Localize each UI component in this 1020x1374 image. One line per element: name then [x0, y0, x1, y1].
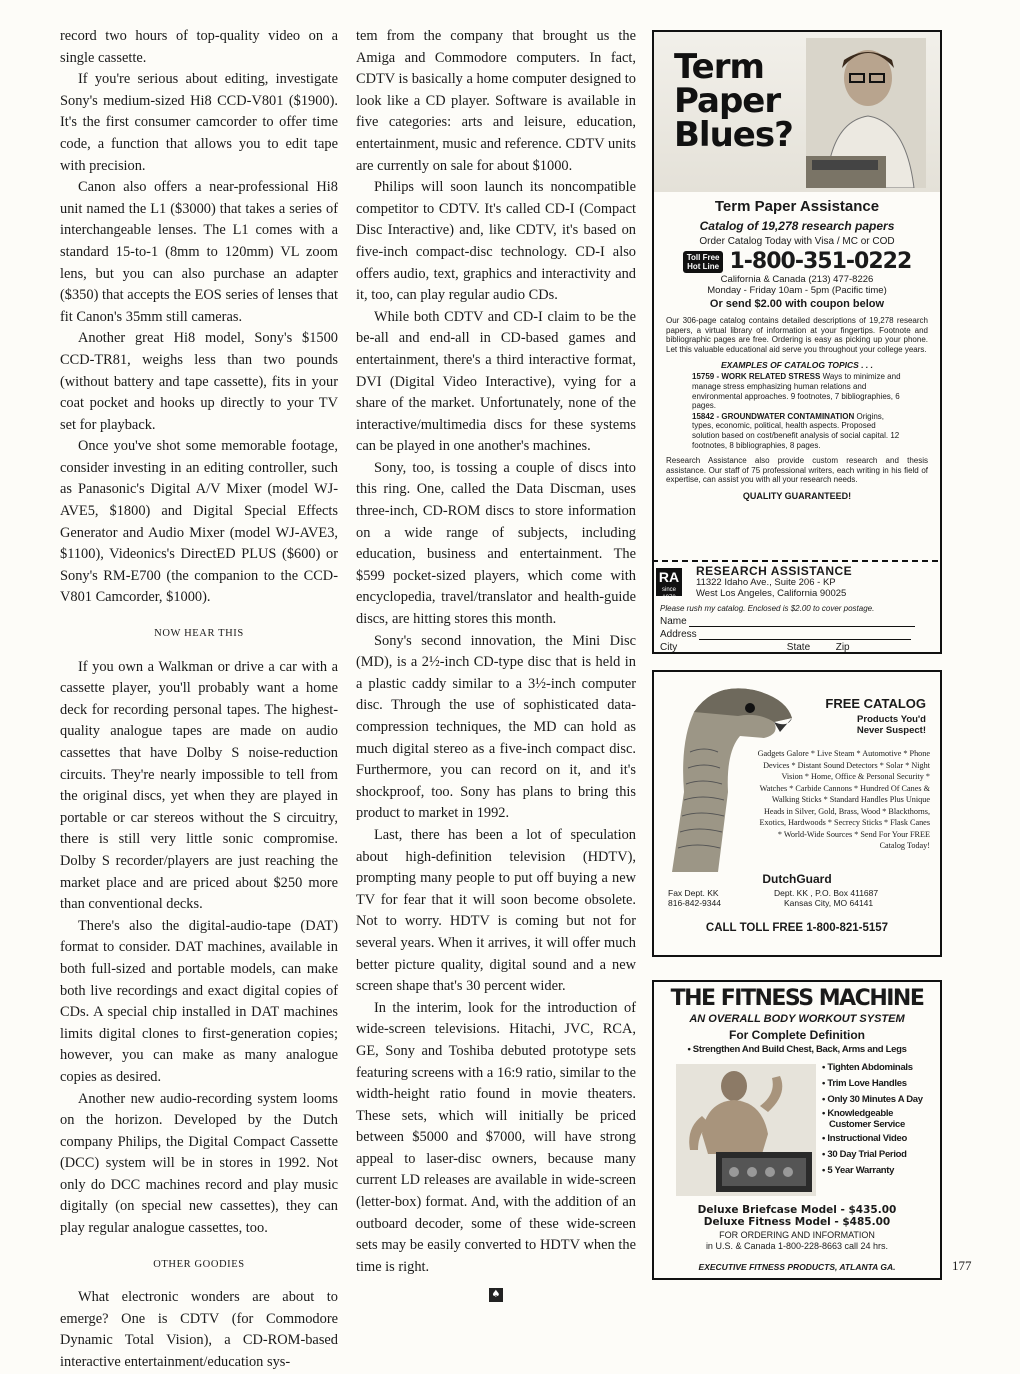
phone-row — [662, 249, 932, 274]
hotline-badge — [683, 251, 724, 273]
phone-number: 1-800-351-0222 — [729, 249, 912, 274]
paragraph: If you own a Walkman or drive a car with a cassette player, you'll probably want a home deck for recording personal tapes. The highest-quality analogue tapes are made on audio cassettes that have Dolby S noise-reduction circuits. They're nearly impossible to tell from the original discs, yet when they are played in portable or car stereos without the S circuitry, there is still very little sonic compromise. Dolby S recorder/players are just reaching the market place and are priced about $250 more than conventional decks. — [60, 658, 338, 913]
address-field[interactable] — [660, 629, 911, 640]
hotline-text: Hot Line — [687, 261, 720, 271]
paragraph: While both CDTV and CD-I claim to be the be-all and end-all in CD-based games and entertainment, there's a third interactive format, DVI (Digital Video Interactive), vying for a share of the market. Unfortunately, none of the interactive/multimedia discs for these systems can be played in one another's machines. — [356, 308, 636, 455]
brand-name: DutchGuard — [762, 872, 832, 886]
feature-bullet: • 5 Year Warranty — [822, 1165, 895, 1176]
ra-text: RA — [658, 569, 680, 585]
example-topic — [662, 372, 932, 410]
ad-subtitle: AN OVERALL BODY WORKOUT SYSTEM — [689, 1013, 905, 1025]
ad-title: Term Paper Assistance — [714, 198, 880, 215]
fax-line: Fax Dept. KK — [668, 888, 719, 898]
hotline-text: Toll Free — [686, 252, 720, 262]
feature-bullet: • Knowledgeable — [822, 1108, 894, 1119]
rabbit-head-end-icon: ♠ — [489, 1288, 503, 1302]
ad-headline — [674, 47, 793, 155]
topic-code: 15842 - GROUNDWATER CONTAMINATION — [692, 411, 855, 421]
ca-line: California & Canada (213) 477-8226 — [720, 274, 874, 285]
mail-info — [774, 888, 878, 908]
ad-hero — [654, 672, 940, 872]
examples-head: EXAMPLES OF CATALOG TOPICS . . . — [720, 360, 874, 371]
send-line: Or send $2.00 with coupon below — [709, 298, 885, 310]
call-toll-free: CALL TOLL FREE 1-800-821-5157 — [705, 922, 889, 934]
company-name: RESEARCH ASSISTANCE — [696, 564, 853, 578]
headline-line: Term — [674, 47, 764, 87]
company-address — [696, 566, 852, 599]
fitness-man-photo-icon — [676, 1064, 816, 1196]
field-line — [680, 642, 784, 653]
paragraph: Once you've shot some memorable footage, consider investing in an editing controller, such as Panasonic's Digital A/V Mixer (model WJ-AVE5, $1800) and Digital Special Effects Generator and Audio Mixer (model WJ-AVE3, $1100), Videonics's DirectED PLUS ($600) or Sony's RM-E700 (the companion to the CCD-V801 Camcorder, $1000). — [60, 438, 338, 606]
paragraph: In the interim, look for the introduction of wide-screen televisions. Hitachi, JVC, RCA, GE, Sony and Toshiba debuted prototype sets featuring screens with a 16:9 ratio, similar to the width-height ratio found in movie theaters. These sets, which will initially be priced between $5000 and $7000, will have strong appeal to laser-disc owners, because many current LD releases are available in wide-screen (letter-box) format. And, with the addition of an outboard decoder, some of these wide-screen sets may be easily converted to HDTV when the time is right. — [356, 999, 636, 1275]
paragraph: Last, there has been a lot of speculation about high-definition television (HDTV), prompting many people to put off buying a new TV for fear that it will soon become obsolete. Not to worry. HDTV is coming but not for several years. When it arrives, it will offer much better picture quality, digital sound and a new screen shape that's 30 percent wider. — [356, 826, 636, 995]
ordering-info — [654, 1230, 940, 1252]
paragraph: record two hours of top-quality video on a single cassette. — [60, 28, 338, 66]
term-paper-ad — [652, 30, 942, 654]
field-line — [689, 616, 915, 627]
feature-bullet: • Instructional Video — [822, 1133, 908, 1144]
dutchguard-ad — [652, 670, 942, 957]
coupon-note: Please rush my catalog. Enclosed is $2.00 to cover postage. — [660, 604, 875, 613]
paragraph: If you're serious about editing, investigate Sony's medium-sized Hi8 CCD-V801 ($1900). It's the first consumer camcorder to offer time code, a function that allows you to edit tape with precision. — [60, 71, 338, 174]
free-catalog-title: FREE CATALOG — [825, 696, 926, 711]
mail-line: Dept. KK , P.O. Box 411687 — [774, 888, 879, 898]
price-line: Deluxe Fitness Model - $485.00 — [703, 1216, 891, 1228]
hours-line: Monday - Friday 10am - 5pm (Pacific time) — [707, 285, 887, 296]
subhead-now-hear-this: NOW HEAR THIS — [154, 628, 244, 640]
city-field[interactable] — [660, 642, 888, 653]
paragraph: tem from the company that brought us the Amiga and Commodore computers. In fact, CDTV is basically a home computer designed to look like a CD player. Software is available in five categories: arts and leisure, education, entertainment, music and reference. CDTV units are currently on sale for about $1000. — [356, 28, 636, 174]
name-field[interactable] — [660, 616, 915, 627]
fitness-machine-ad — [652, 980, 942, 1280]
field-label: Zip — [835, 642, 850, 653]
feature-bullet: • Tighten Abdominals — [822, 1062, 913, 1073]
article-column-2 — [356, 26, 636, 1302]
prices — [654, 1204, 940, 1228]
topic-code: 15759 - WORK RELATED STRESS — [692, 372, 821, 382]
paragraph: Another great Hi8 model, Sony's $1500 CCD-TR81, weighs less than two pounds (without battery and tape cassette), fits in your coat pocket and hooks up directly to your TV set for playback. — [60, 330, 338, 433]
mail-line: Kansas City, MO 64141 — [784, 898, 874, 908]
student-photo-icon — [806, 38, 926, 188]
paragraph: Sony's second innovation, the Mini Disc (MD), is a 2½-inch CD-type disc that is held in a plastic caddy similar to a 3½-inch computer disc. Through the use of sophisticated data-compression techniques, the MD can hold as much digital stereo as a five-inch compact disc. Furthermore, you can record on it, and it's shockproof, too. Sony has plans to bring this product to market in 1992. — [356, 632, 636, 822]
field-label: City — [660, 642, 678, 653]
sub-line: Products You'd — [857, 714, 926, 725]
example-topic — [662, 412, 932, 450]
quality-guaranteed: QUALITY GUARANTEED! — [742, 490, 852, 501]
paragraph: Canon also offers a near-professional Hi8 unit named the L1 ($3000) that takes a series of interchangeable lenses. The L1 comes with a standard 15-to-1 (8mm to 120mm) VL zoom lens, but you can also purchase an adapter ($350) that accepts the EOS series of lenses that fit Canon's 35mm still cameras. — [60, 179, 338, 325]
field-line — [699, 629, 911, 640]
company-line: EXECUTIVE FITNESS PRODUCTS, ATLANTA GA. — [698, 1262, 896, 1272]
paragraph: There's also the digital-audio-tape (DAT) format to consider. DAT machines, available in both full-sized and portable models, can make both live recordings and exact digital copies of CDs. A special chip installed in DAT machines limits digital clones to first-generation copies; however, you can make as many analogue copies as desired. — [60, 917, 338, 1085]
city-line: West Los Angeles, California 90025 — [696, 588, 847, 599]
topic-text: Ways to minimize and manage stress emphasizing human relations and environmental approaches. 9 footnotes, 7 bibliographies, 6 pages. — [692, 372, 901, 411]
paragraph: Another new audio-recording system looms on the horizon. Developed by the Dutch company Philips, the Digital Compact Cassette (DCC) system will be in stores in 1992. Not only do DCC machines record and play music digitally (on special new cassettes), they can play regular analogue cassettes, too. — [60, 1090, 338, 1237]
ad-hero — [654, 32, 940, 192]
feature-bullet: • Trim Love Handles — [822, 1078, 907, 1089]
catalog-line: Catalog of 19,278 research papers — [699, 219, 895, 233]
field-label: State — [786, 642, 811, 653]
ra-logo — [656, 568, 682, 601]
field-label: Name — [660, 616, 687, 627]
paragraph: Philips will soon launch its noncompatible competitor to CDTV. It's called CD-I (Compact Disc Interactive) and, like CDTV, it's based on five-inch compact-disc technology. CD-I also offers audio, text, graphics and interactivity and it, too, can play regular audio CDs. — [356, 179, 636, 304]
feature-bullet: • 30 Day Trial Period — [822, 1149, 907, 1160]
ad-body — [662, 198, 932, 501]
paragraph: Sony, too, is tossing a couple of discs into this ring. One, called the Data Discman, uses three-inch, CD-ROM discs to store information on a wide range of subjects, including education, business and entertainment. The $599 pocket-sized players, which come with encyclopedia, travel/translator and health-guide discs, are hitting stores this month. — [356, 459, 636, 628]
order-line: in U.S. & Canada 1-800-228-8663 call 24 hrs. — [705, 1241, 889, 1251]
page-number: 177 — [952, 1258, 972, 1273]
ad-description: Our 306-page catalog contains detailed descriptions of 19,278 research papers, a virtual library of information at your fingertips. Footnote and bibliographic pages are free. Ordering is easy as picking up your phone. Let this valuable educational aid serve you throughout your college years. — [666, 316, 928, 354]
catalog-subtitle — [857, 714, 926, 736]
feature-bullet: Customer Service — [829, 1119, 905, 1130]
article-column-1 — [60, 26, 338, 1374]
ad-title: THE FITNESS MACHINE — [670, 986, 924, 1011]
order-line: Order Catalog Today with Visa / MC or COD — [699, 236, 895, 247]
feature-bullet: • Only 30 Minutes A Day — [822, 1094, 923, 1105]
custom-research: Research Assistance also provide custom research and thesis assistance. Our staff of 75 professional writers, each writing in his field of expertise, can assist you with all your research needs. — [666, 456, 928, 485]
headline-line: Paper — [674, 81, 781, 121]
order-coupon — [652, 560, 938, 654]
street: 11322 Idaho Ave., Suite 206 - KP — [696, 577, 836, 588]
price-line: Deluxe Briefcase Model - $435.00 — [697, 1204, 897, 1216]
field-label: Address — [660, 629, 697, 640]
ad-subtitle-2: For Complete Definition — [729, 1028, 865, 1042]
feature-bullets — [822, 1060, 923, 1179]
field-line — [813, 642, 833, 653]
feature-bullet: • Strengthen And Build Chest, Back, Arms and Legs — [687, 1044, 907, 1055]
order-line: FOR ORDERING AND INFORMATION — [719, 1230, 875, 1240]
product-list: Gadgets Galore * Live Steam * Automotive * Phone Devices * Distant Sound Detectors * Solar * Night Vision * Home, Office & Personal Security * Watches * Carbide Cannons * Hundred Of Canes & Walking Sticks * Standard Handles Plus Unique Heads in Silver, Gold, Brass, Wood * Blackthorns, Exotics, Hardwoods * Secrecy Sticks * Flask Canes * World-Wide Sources * Send For Your FREE Catalog Today! — [757, 749, 930, 850]
field-line — [852, 642, 888, 653]
fax-line: 816-842-9344 — [668, 898, 721, 908]
subhead-other-goodies: OTHER GOODIES — [153, 1258, 245, 1270]
topic-text: Origins, types, economic, political, health aspects. Proposed solution based on cost/benefit analysis of social capital. 12 footnotes, 8 bibliographies, 8 pages. — [692, 411, 900, 450]
sub-line: Never Suspect! — [856, 725, 926, 736]
paragraph: What electronic wonders are about to emerge? One is CDTV (for Commodore Dynamic Total Vision), a CD-ROM-based interactive entertainment/education sys- — [60, 1289, 338, 1371]
headline-line: Blues? — [674, 115, 793, 155]
ra-since: since 1970 — [661, 587, 676, 601]
fax-info — [668, 888, 721, 908]
